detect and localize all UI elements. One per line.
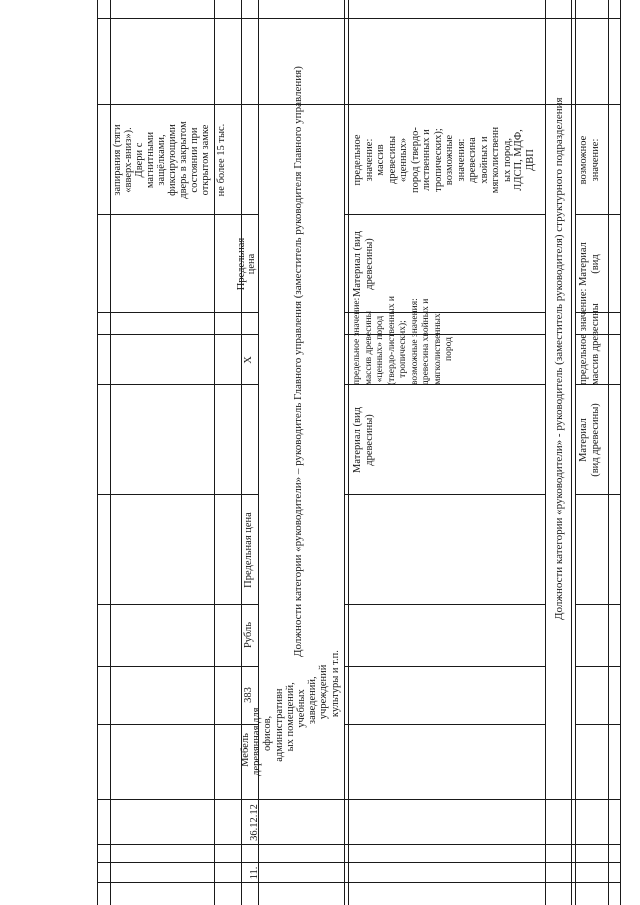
item-name: деревянная для [251,707,263,776]
item-name: офисов, [262,715,274,751]
limit-value: мягколиственных [432,313,443,385]
unit-name: Рубль [243,621,254,649]
limit-value-2: тропических); [432,128,444,192]
item-number: 11. [249,866,260,880]
limit-value: «ценных» пород [375,315,385,383]
rule [97,18,620,19]
item-name: административн [273,688,285,762]
limit-value: предельное значение: [352,297,362,385]
x-mark: X [243,356,254,364]
limit-value-2: ых пород, [501,138,513,182]
rule [620,0,621,905]
rule [575,666,620,667]
struct-limit-value-2: значение: [590,138,601,182]
rule [608,0,609,905]
rule [110,0,111,905]
rule [348,0,349,905]
doors-line-8: состоянии при [189,127,200,193]
limit-value: тропических); [398,320,408,378]
limit-value-2: пород (твердо- [409,127,421,193]
rule [575,604,620,605]
unit-code: 383 [243,687,254,703]
price-label: Предельная цена [243,512,254,588]
limit-value-2: возможные [444,134,455,186]
rule [97,0,98,905]
rule [97,799,620,800]
price-limit-value: не более 15 тыс. [216,123,227,197]
limit-value-2: мягколиственн [490,126,501,194]
doors-line-4: магнитными [145,131,156,189]
section-heading-main: Должности категории «руководители» – руководитель Главного управления (заместитель руководителя Главного управления) [292,66,304,657]
item-name: культуры и т.п. [329,650,341,718]
material-label: Материал (вид [352,407,363,473]
struct-material-label-2: Материал [578,242,589,286]
limit-value: (твердо-лиственных и [386,296,397,385]
rule [97,724,258,725]
rule [344,666,545,667]
rule [97,862,620,863]
rule [97,666,258,667]
material-label: древесины) [364,414,375,466]
item-name: ых помещений, [284,682,296,752]
doors-line-9: открытом замке [200,124,211,196]
limit-value-2: массив [375,144,386,176]
rule [97,604,258,605]
rule [97,312,258,313]
limit-value: пород [444,337,454,361]
rule [575,0,576,905]
struct-limit-value: массив древесины [590,303,601,385]
limit-value-2: древесина [467,137,478,183]
item-name: учебных [296,689,307,728]
material-label-2: Материал (вид [352,231,363,297]
price-label-2: цена [246,253,257,275]
rule [214,0,215,905]
limit-value-2: хвойных и [478,136,490,184]
material-label-2: древесины) [364,238,375,290]
limit-value-2: ЛДСП, МДФ, [513,129,524,191]
struct-limit-value-2: возможное [578,135,589,185]
rule [344,604,545,605]
limit-value-2: значение: [363,138,375,182]
struct-material-label-2: (вид [590,254,601,274]
rule [545,0,546,905]
section-heading-struct: Должности категории «руководители» - руководитель (заместитель руководителя) структурного подразделения [553,97,565,620]
limit-value-2: ДВП [524,149,536,171]
rule [571,0,572,905]
limit-value-2: предельное [352,134,363,186]
rule [97,882,620,883]
doors-line-3: Двери с [134,142,145,178]
doors-line-6: фиксирующими [167,124,178,196]
okpd-code: 36.12.12 [249,804,260,841]
limit-value: возможные значения: [409,298,420,385]
struct-limit-value: предельное значение: [578,288,589,385]
limit-value-2: значения: [455,138,467,182]
limit-value-2: «ценных» [398,137,409,183]
item-name: заведений, [307,676,319,725]
rule [97,384,258,385]
doors-line-1: запирания (тяги [112,124,123,196]
rule [344,0,345,905]
rule [575,724,620,725]
struct-material-label: (вид древесины) [590,403,601,477]
item-name: Мебель [240,733,251,767]
struct-material-label: Материал [578,418,589,462]
limit-value: массив древесины [363,311,374,385]
rule [97,844,620,845]
rule [97,494,258,495]
rule [344,724,545,725]
limit-value-2: лиственных и [421,129,432,191]
doors-line-7: дверь в закрытом [178,121,189,199]
item-name: учреждений [318,664,330,720]
limit-value: древесина хвойных и [421,298,431,385]
price-label-2: Предельная [236,237,247,291]
rule [97,334,258,335]
doors-line-5: защёлками, [156,134,167,186]
doors-line-2: «вверх-вниз»). [123,127,134,193]
limit-value-2: древесины [386,135,398,185]
